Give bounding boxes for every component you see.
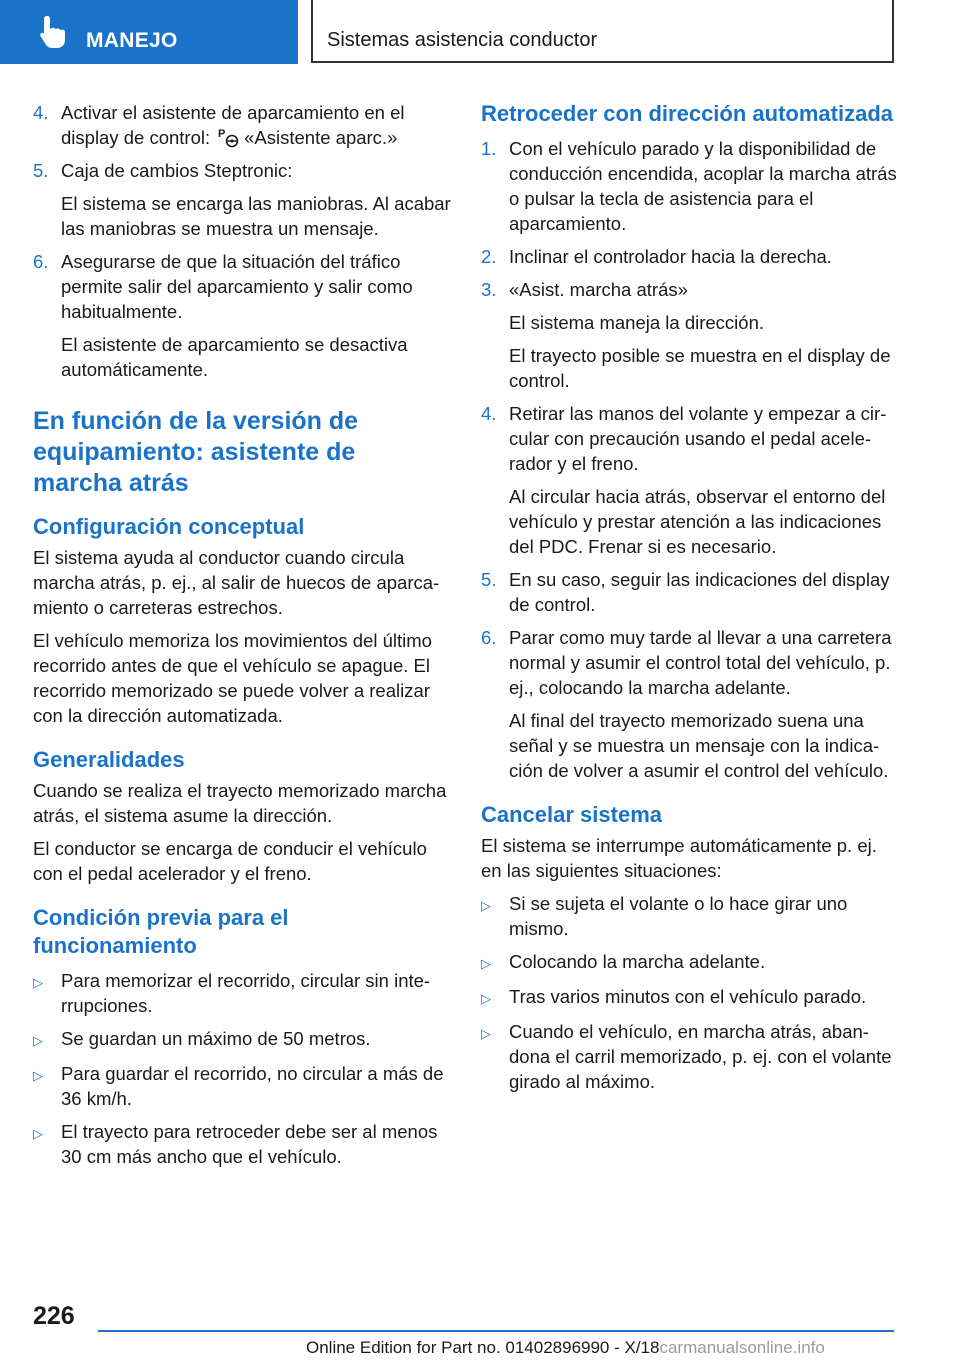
subsection-heading: Retroceder con dirección automatizada (481, 101, 893, 126)
section-heading: En función de la versión de equipamiento: asistente de marcha atrás (33, 407, 359, 497)
section-title: Sistemas asistencia conductor (327, 29, 598, 51)
bullet-text: Colocando la marcha adelante. (509, 951, 766, 972)
hand-pointer-icon (38, 14, 68, 50)
parking-assistant-icon (218, 126, 240, 148)
paragraph: El sistema ayuda al conductor cuando circula marcha atrás, p. ej., al salir de huecos de aparcamiento o carreteras estrechos. (33, 547, 440, 618)
triangle-right-icon: ▷ (481, 898, 491, 913)
bullet-text: Se guardan un máximo de 50 metros. (61, 1028, 371, 1049)
bullet-item (33, 1119, 451, 1169)
step-subtext: Al final del trayecto memorizado suena una señal y se muestra un mensaje con la indicación de volver a asumir el control del vehículo. (509, 710, 889, 781)
list-number: 5. (33, 160, 49, 181)
list-text-menu-item: «Asistente aparc.» (244, 127, 398, 148)
step-item (481, 567, 899, 617)
triangle-right-icon: ▷ (33, 1126, 43, 1141)
step-subtext: Al circular hacia atrás, observar el entorno del vehículo y prestar atención a las indicaciones del PDC. Frenar si es necesario. (509, 486, 886, 557)
step-number: 5. (481, 569, 497, 590)
bullet-item (33, 968, 451, 1018)
step-number: 2. (481, 246, 497, 267)
subsection-heading: Cancelar sistema (481, 802, 662, 827)
triangle-right-icon: ▷ (33, 1033, 43, 1048)
list-item (33, 249, 451, 324)
list-text: Activar el asistente de aparcamiento en el display de control: (61, 102, 405, 148)
list-number: 6. (33, 251, 49, 272)
paragraph: El vehículo memoriza los movimientos del último recorrido antes de que el vehículo se apague. El recorrido memorizado se puede volver a realizar con la dirección automatizada. (33, 630, 432, 726)
list-subtext: El asistente de aparcamiento se desactiva automáticamente. (61, 334, 408, 380)
list-text: Caja de cambios Steptronic: (61, 160, 293, 181)
bullet-item (33, 1061, 451, 1111)
bullet-text: Cuando el vehículo, en marcha atrás, abandona el carril memorizado, p. ej. con el volante girado al máximo. (509, 1021, 892, 1092)
bullet-text: El trayecto para retroceder debe ser al menos 30 cm más ancho que el vehículo. (61, 1121, 438, 1167)
list-number: 4. (33, 102, 49, 123)
step-number: 1. (481, 138, 497, 159)
triangle-right-icon: ▷ (33, 1068, 43, 1083)
step-item (481, 244, 899, 269)
triangle-right-icon: ▷ (481, 1026, 491, 1041)
step-text: Con el vehículo parado y la disponibilidad de conducción encendida, acoplar la marcha atrás o pulsar la tecla de asistencia para el aparcamiento. (509, 138, 897, 234)
chapter-tab-label: MANEJO (86, 29, 178, 52)
triangle-right-icon: ▷ (33, 975, 43, 990)
left-column (33, 100, 451, 1177)
step-number: 3. (481, 279, 497, 300)
footer-edition-text: Online Edition for Part no. 01402896990 - X/18 (306, 1338, 660, 1357)
step-number: 4. (481, 403, 497, 424)
paragraph: Cuando se realiza el trayecto memorizado marcha atrás, el sistema asume la dirección. (33, 780, 447, 826)
step-text: Retirar las manos del volante y empezar a circular con precaución usando el pedal acelerador y el freno. (509, 403, 887, 474)
step-number: 6. (481, 627, 497, 648)
step-item (481, 136, 899, 236)
paragraph: El sistema se interrumpe automáticamente p. ej. en las siguientes situaciones: (481, 835, 877, 881)
bullet-item (481, 891, 899, 941)
subsection-heading: Condición previa para el funcionamiento (33, 905, 289, 958)
list-subtext: El sistema se encarga las maniobras. Al acabar las maniobras se muestra un mensaje. (61, 193, 451, 239)
step-item (481, 277, 899, 302)
list-item (33, 158, 451, 183)
bullet-item (33, 1026, 451, 1053)
bullet-text: Si se sujeta el volante o lo hace girar uno mismo. (509, 893, 848, 939)
chapter-tab (0, 0, 298, 64)
bullet-item (481, 984, 899, 1011)
step-item (481, 625, 899, 700)
svg-text:P: P (218, 128, 226, 140)
step-subtext: El trayecto posible se muestra en el display de control. (509, 345, 891, 391)
bullet-item (481, 1019, 899, 1094)
step-text: En su caso, seguir las indicaciones del display de control. (509, 569, 890, 615)
step-text: «Asist. marcha atrás» (509, 279, 688, 300)
triangle-right-icon: ▷ (481, 956, 491, 971)
list-item (33, 100, 451, 150)
footer-edition (306, 1338, 825, 1358)
section-header (311, 0, 894, 63)
footer-rule (98, 1330, 894, 1332)
paragraph: El conductor se encarga de conducir el vehículo con el pedal acelerador y el freno. (33, 838, 427, 884)
bullet-item (481, 949, 899, 976)
list-text: Asegurarse de que la situación del tráfico permite salir del aparcamiento y salir como habitualmente. (61, 251, 413, 322)
page-number: 226 (33, 1302, 75, 1330)
triangle-right-icon: ▷ (481, 991, 491, 1006)
step-text: Inclinar el controlador hacia la derecha. (509, 246, 832, 267)
subsection-heading: Configuración conceptual (33, 514, 305, 539)
step-text: Parar como muy tarde al llevar a una carretera normal y asumir el control total del vehículo, p. ej., colocando la marcha adelante. (509, 627, 892, 698)
bullet-text: Tras varios minutos con el vehículo parado. (509, 986, 867, 1007)
right-column (481, 100, 899, 1102)
footer-site-watermark: carmanualsonline.info (659, 1338, 825, 1357)
step-subtext: El sistema maneja la dirección. (509, 312, 764, 333)
bullet-text: Para guardar el recorrido, no circular a más de 36 km/h. (61, 1063, 444, 1109)
subsection-heading: Generalidades (33, 747, 185, 772)
bullet-text: Para memorizar el recorrido, circular sin interrupciones. (61, 970, 431, 1016)
step-item (481, 401, 899, 476)
